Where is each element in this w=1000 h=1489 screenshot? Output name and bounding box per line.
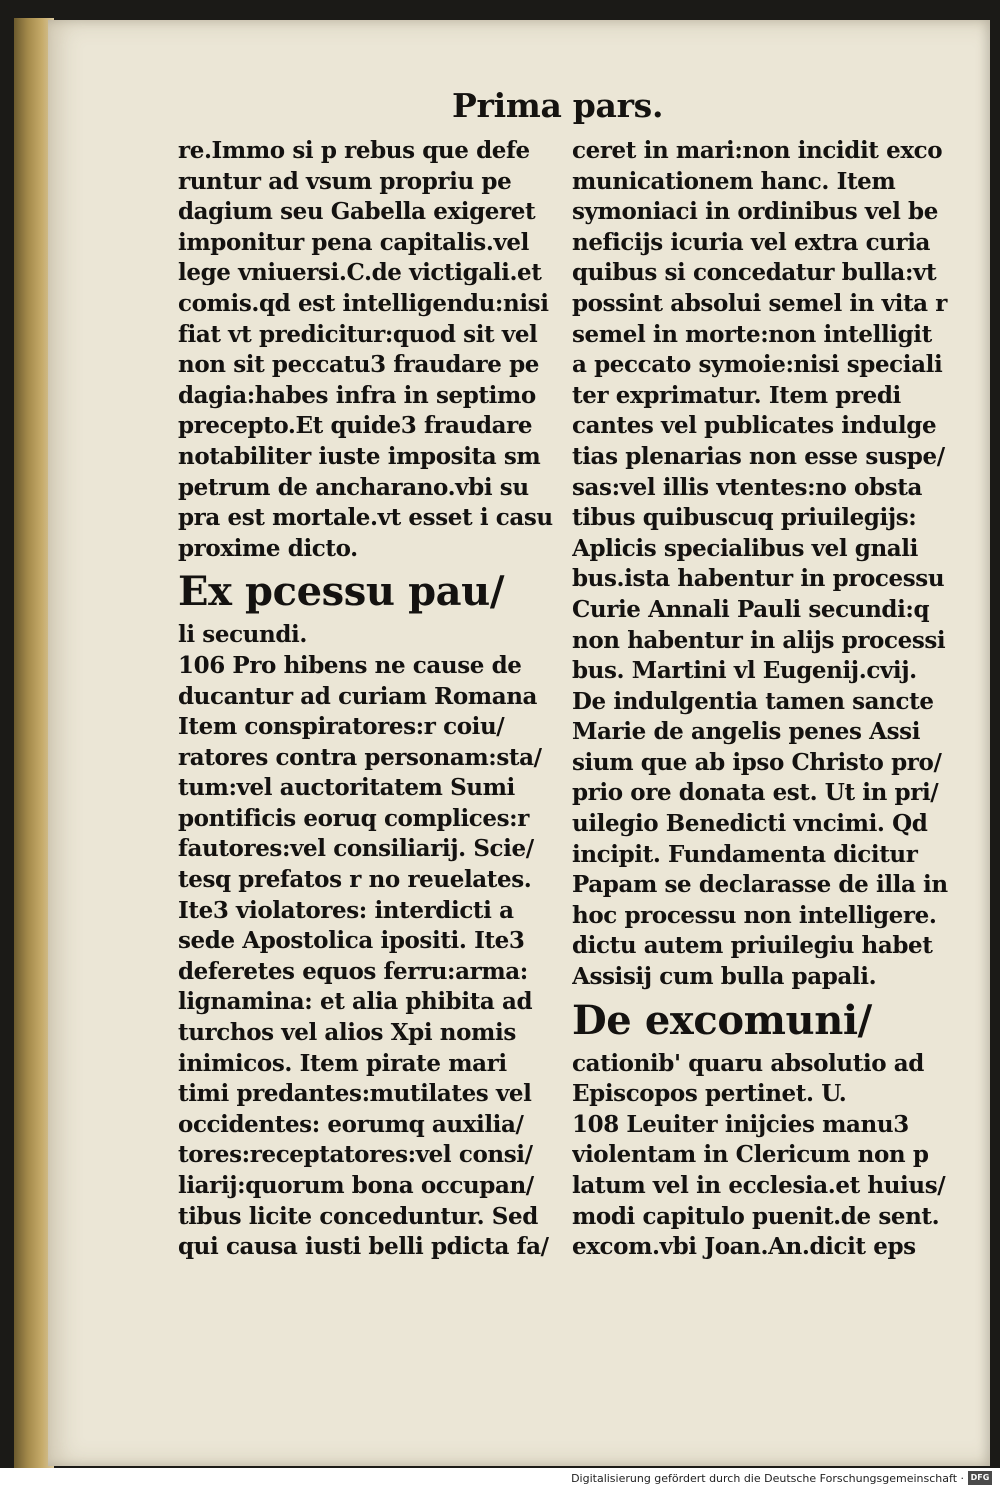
text-line: cationib' quaru absolutio ad bbox=[572, 1049, 924, 1077]
text-line: runtur ad vsum propriu pe bbox=[178, 167, 512, 195]
text-line: ceret in mari:non incidit exco bbox=[572, 137, 943, 164]
text-line: lege vniuersi.C.de victigali.et bbox=[178, 259, 542, 287]
text-line: excom.vbi Joan.An.dicit eps bbox=[572, 1233, 916, 1261]
text-line: ter exprimatur. Item predi bbox=[572, 381, 901, 409]
text-line: bus. Martini vl Eugenij.cvij. bbox=[572, 657, 917, 685]
text-line: a peccato symoie:nisi speciali bbox=[572, 351, 943, 379]
text-line: tores:receptatores:vel consi/ bbox=[178, 1141, 533, 1169]
text-line: tibus quibuscuq priuilegijs: bbox=[572, 504, 917, 532]
text-line: fiat vt predicitur:quod sit vel bbox=[178, 320, 538, 348]
text-line: occidentes: eorumq auxilia/ bbox=[178, 1110, 524, 1138]
text-line: deferetes equos ferru:arma: bbox=[178, 957, 528, 985]
text-line: neficijs icuria vel extra curia bbox=[572, 228, 931, 256]
text-line: violentam in Clericum non p bbox=[572, 1141, 929, 1169]
right-column-text-block-2 bbox=[572, 1049, 967, 1263]
text-line: 106 Pro hibens ne cause de bbox=[178, 651, 522, 679]
text-line: tesq prefatos r no reuelates. bbox=[178, 866, 532, 894]
text-line: incipit. Fundamenta dicitur bbox=[572, 840, 918, 868]
text-line: symoniaci in ordinibus vel be bbox=[572, 198, 938, 226]
text-line: ducantur ad curiam Romana bbox=[178, 682, 538, 710]
text-line: imponitur pena capitalis.vel bbox=[178, 228, 529, 256]
dfg-logo: DFG bbox=[968, 1471, 992, 1485]
text-line: fautores:vel consiliarij. Scie/ bbox=[178, 835, 534, 863]
text-line: semel in morte:non intelligit bbox=[572, 320, 932, 348]
text-line: Item conspiratores:r coiu/ bbox=[178, 713, 505, 741]
text-line: precepto.Et quide3 fraudare bbox=[178, 412, 533, 440]
text-line: hoc processu non intelligere. bbox=[572, 901, 937, 929]
text-line: sede Apostolica ipositi. Ite3 bbox=[178, 927, 525, 955]
text-line: timi predantes:mutilates vel bbox=[178, 1080, 532, 1108]
text-line: Curie Annali Pauli secundi:q bbox=[572, 595, 930, 623]
text-line: ratores contra personam:sta/ bbox=[178, 743, 542, 771]
text-line: notabiliter iuste imposita sm bbox=[178, 442, 541, 470]
left-column-text-block bbox=[178, 136, 573, 564]
text-line: municationem hanc. Item bbox=[572, 167, 896, 195]
text-line: liarij:quorum bona occupan/ bbox=[178, 1172, 534, 1199]
text-line: bus.ista habentur in processu bbox=[572, 565, 945, 593]
section-heading: De excomuni/ bbox=[572, 996, 872, 1044]
section-heading-continuation: li secundi. bbox=[178, 621, 307, 649]
text-line: tibus licite conceduntur. Sed bbox=[178, 1202, 538, 1230]
text-line: non habentur in alijs processi bbox=[572, 626, 946, 654]
text-line: Episcopos pertinet. U. bbox=[572, 1080, 847, 1108]
text-line: latum vel in ecclesia.et huius/ bbox=[572, 1172, 946, 1199]
text-line: uilegio Benedicti vncimi. Qd bbox=[572, 810, 928, 838]
text-line: De indulgentia tamen sancte bbox=[572, 687, 934, 715]
text-line: petrum de ancharano.vbi su bbox=[178, 473, 529, 501]
text-line: prio ore donata est. Ut in pri/ bbox=[572, 779, 939, 807]
digitization-credit: Digitalisierung gefördert durch die Deutsche Forschungsgemeinschaft · bbox=[571, 1472, 964, 1485]
text-line: re.Immo si p rebus que defe bbox=[178, 137, 530, 164]
text-line: comis.qd est intelligendu:nisi bbox=[178, 289, 549, 317]
left-column-text-block-2 bbox=[178, 651, 573, 1263]
text-line: lignamina: et alia phibita ad bbox=[178, 988, 533, 1016]
text-line: quibus si concedatur bulla:vt bbox=[572, 259, 937, 287]
text-line: proxime dicto. bbox=[178, 534, 358, 562]
text-line: 108 Leuiter inijcies manu3 bbox=[572, 1110, 909, 1138]
section-heading: Ex pcessu pau/ bbox=[178, 568, 505, 616]
text-line: sium que ab ipso Christo pro/ bbox=[572, 748, 942, 776]
text-line: Ite3 violatores: interdicti a bbox=[178, 896, 514, 924]
text-line: dagium seu Gabella exigeret bbox=[178, 198, 536, 226]
text-line: qui causa iusti belli pdicta fa/ bbox=[178, 1233, 549, 1261]
text-line: inimicos. Item pirate mari bbox=[178, 1049, 507, 1077]
text-line: non sit peccatu3 fraudare pe bbox=[178, 351, 539, 379]
text-line: Papam se declarasse de illa in bbox=[572, 871, 948, 899]
text-line: tias plenarias non esse suspe/ bbox=[572, 442, 945, 470]
running-title: Prima pars. bbox=[452, 86, 664, 125]
text-line: Aplicis specialibus vel gnali bbox=[572, 534, 918, 562]
text-line: Assisij cum bulla papali. bbox=[572, 963, 877, 991]
text-line: cantes vel publicates indulge bbox=[572, 412, 937, 440]
text-line: sas:vel illis vtentes:no obsta bbox=[572, 473, 922, 501]
text-line: tum:vel auctoritatem Sumi bbox=[178, 774, 515, 802]
left-column bbox=[178, 136, 573, 1263]
text-line: Marie de angelis penes Assi bbox=[572, 718, 921, 746]
text-line: pontificis eoruq complices:r bbox=[178, 804, 529, 832]
text-line: turchos vel alios Xpi nomis bbox=[178, 1019, 516, 1047]
text-line: modi capitulo puenit.de sent. bbox=[572, 1202, 940, 1230]
right-column bbox=[572, 136, 967, 1263]
text-line: possint absolui semel in vita r bbox=[572, 289, 948, 317]
text-line: dagia:habes infra in septimo bbox=[178, 381, 536, 409]
right-column-text-block bbox=[572, 136, 967, 993]
text-line: dictu autem priuilegiu habet bbox=[572, 932, 933, 960]
text-line: pra est mortale.vt esset i casu bbox=[178, 504, 553, 532]
